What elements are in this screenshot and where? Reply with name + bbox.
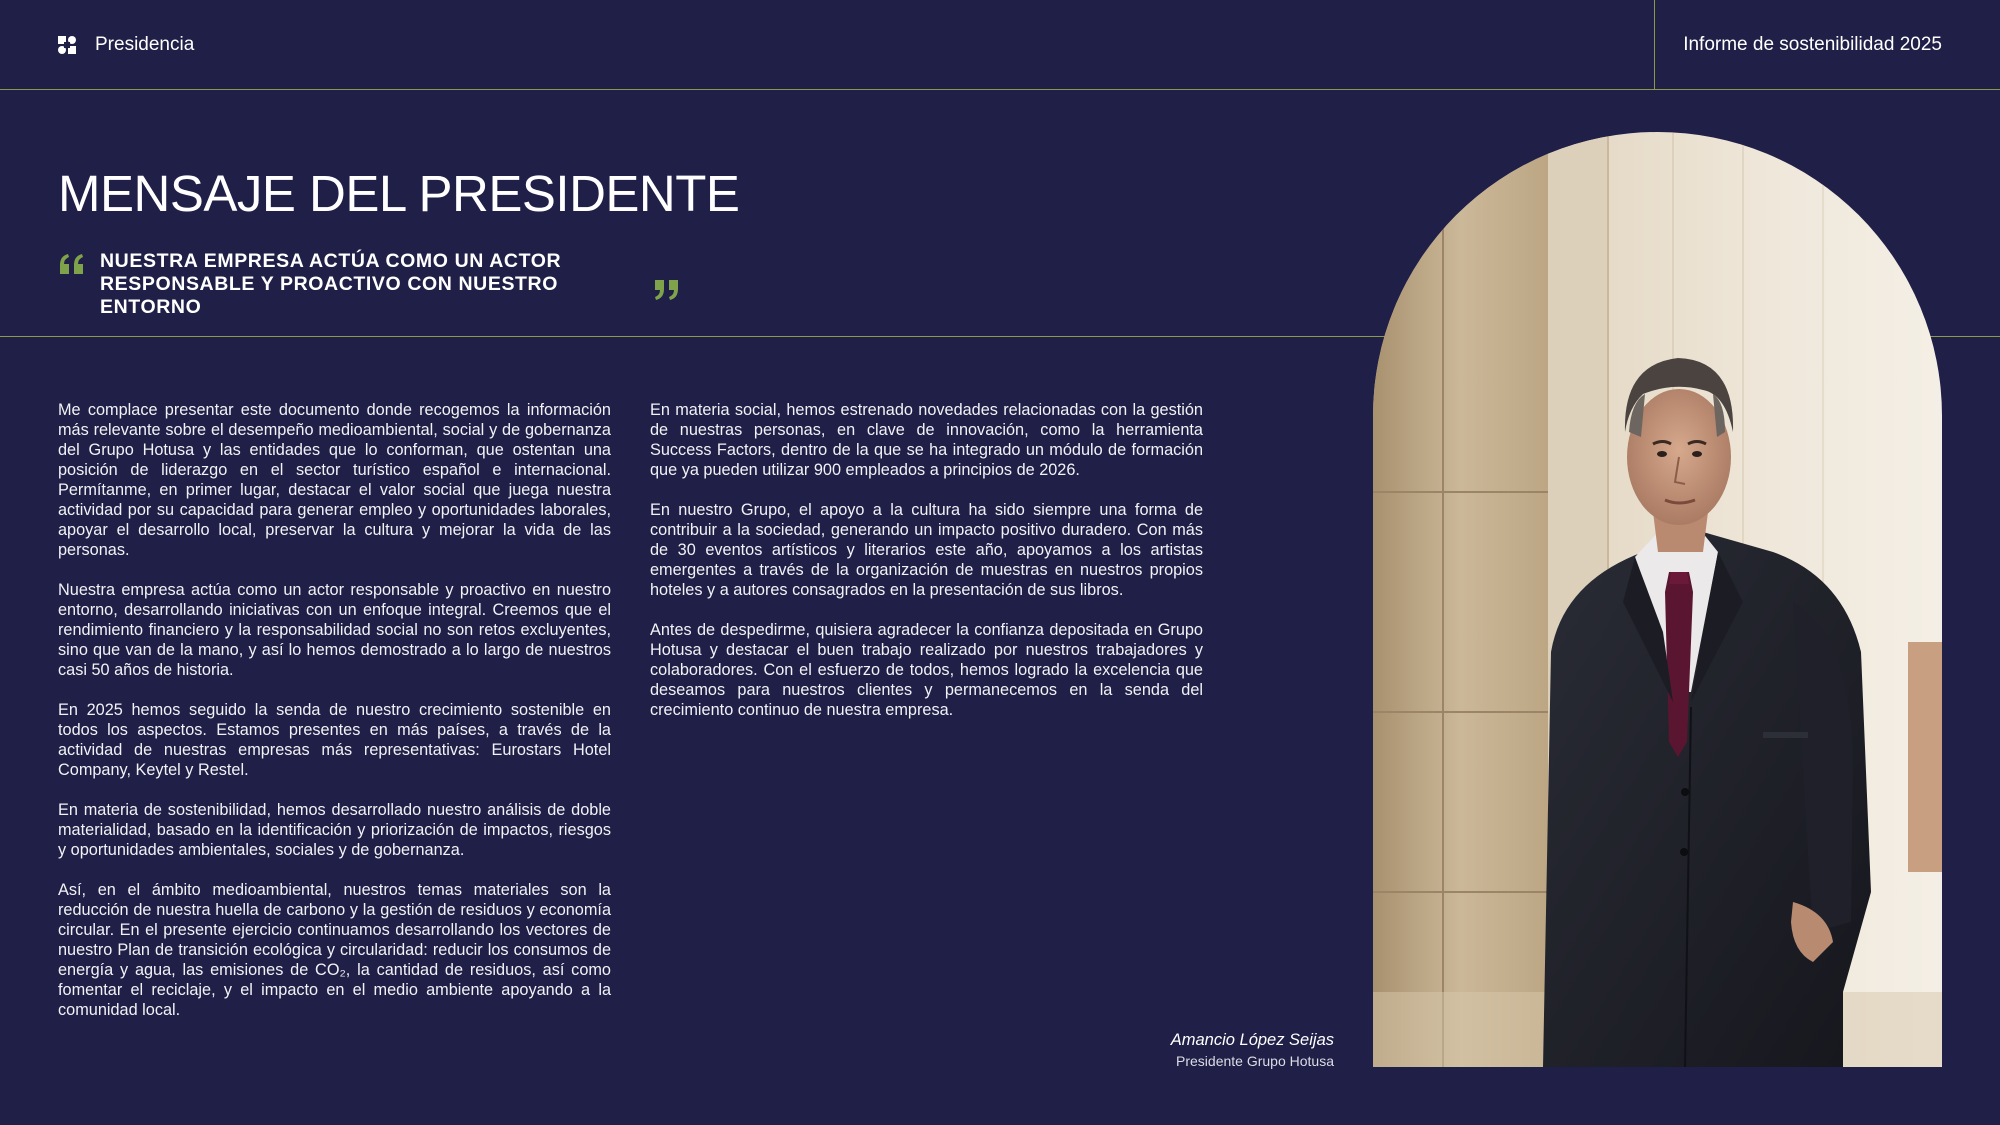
top-bar [0,0,2000,90]
body-column-right [650,400,1203,740]
quote-line-1: NUESTRA EMPRESA ACTÚA COMO UN ACTOR [100,250,562,272]
president-portrait [1373,132,1942,1067]
page-title: MENSAJE DEL PRESIDENTE [58,165,740,222]
signature-name: Amancio López Seijas [1170,1031,1334,1049]
body-column-left [58,400,611,1040]
header-divider [1654,0,1655,90]
portrait-image [1373,132,1942,1067]
paragraph: En materia social, hemos estrenado novedades relacionadas con la gestión de nuestras personas, en clave de innovación, como la herramienta Success Factors, dentro de la que se ha integrado un módulo de formación que ya pueden utilizar 900 empleados a principios de 2026. [650,401,1203,479]
paragraph: Así, en el ámbito medioambiental, nuestros temas materiales son la reducción de nuestra huella de carbono y la gestión de residuos y economía circular. En el presente ejercicio continuamos desarrollando los vectores de nuestro Plan de transición ecológica y circularidad: reducir los consumos de energía y agua, las emisiones de CO₂, la cantidad de residuos, así como fomentar el reciclaje, y el impacto en el medio ambiente apoyando a la comunidad local. [58,881,611,1019]
paragraph: En materia de sostenibilidad, hemos desarrollado nuestro análisis de doble materialidad, basado en la identificación y priorización de impactos, riesgos y oportunidades ambientales, sociales y de gobernanza. [58,801,611,859]
hotusa-logo-icon [58,36,76,54]
paragraph: Nuestra empresa actúa como un actor responsable y proactivo en nuestro entorno, desarrollando iniciativas con un enfoque integral. Creemos que el rendimiento financiero y la responsabilidad social no son retos excluyentes, sino que van de la mano, y así lo hemos demostrado a lo largo de nuestros casi 50 años de historia. [58,581,611,679]
paragraph: Me complace presentar este documento donde recogemos la información más relevante sobre el desempeño medioambiental, social y de gobernanza del Grupo Hotusa y las entidades que lo conforman, que ostentan una posición de liderazgo en el sector turístico español e internacional. Permítanme, en primer lugar, destacar el valor social que juega nuestra actividad por su capacidad para generar empleo y oportunidades laborales, apoyar el desarrollo local, preservar la cultura y mejorar la vida de las personas. [58,401,611,559]
report-title: Informe de sostenibilidad 2025 [1683,34,1942,55]
close-quote-icon [652,278,680,302]
paragraph: En 2025 hemos seguido la senda de nuestro crecimiento sostenible en todos los aspectos. Estamos presentes en más países, a través de la actividad de nuestras empresas más representativas: Eurostars Hotel Company, Keytel y Restel. [58,701,611,779]
signature [1171,1031,1334,1069]
signature-role: Presidente Grupo Hotusa [1176,1053,1334,1069]
paragraph: En nuestro Grupo, el apoyo a la cultura ha sido siempre una forma de contribuir a la sociedad, generando un impacto positivo duradero. Con más de 30 eventos artísticos y literarios este año, apoyamos a los artistas emergentes a través de la organización de muestras en nuestros propios hoteles y a autores consagrados en la presentación de sus libros. [650,501,1203,599]
open-quote-icon [58,252,86,276]
pull-quote [58,250,698,318]
section-label: Presidencia [95,34,195,55]
paragraph: Antes de despedirme, quisiera agradecer la confianza depositada en Grupo Hotusa y destacar el buen trabajo realizado por nuestros trabajadores y colaboradores. Con el esfuerzo de todos, hemos logrado la excelencia que deseamos para nuestros clientes y permanecemos en la senda del crecimiento continuo de nuestra empresa. [650,621,1203,719]
quote-text [100,250,660,319]
quote-line-2: RESPONSABLE Y PROACTIVO CON NUESTRO ENTORNO [100,273,559,318]
